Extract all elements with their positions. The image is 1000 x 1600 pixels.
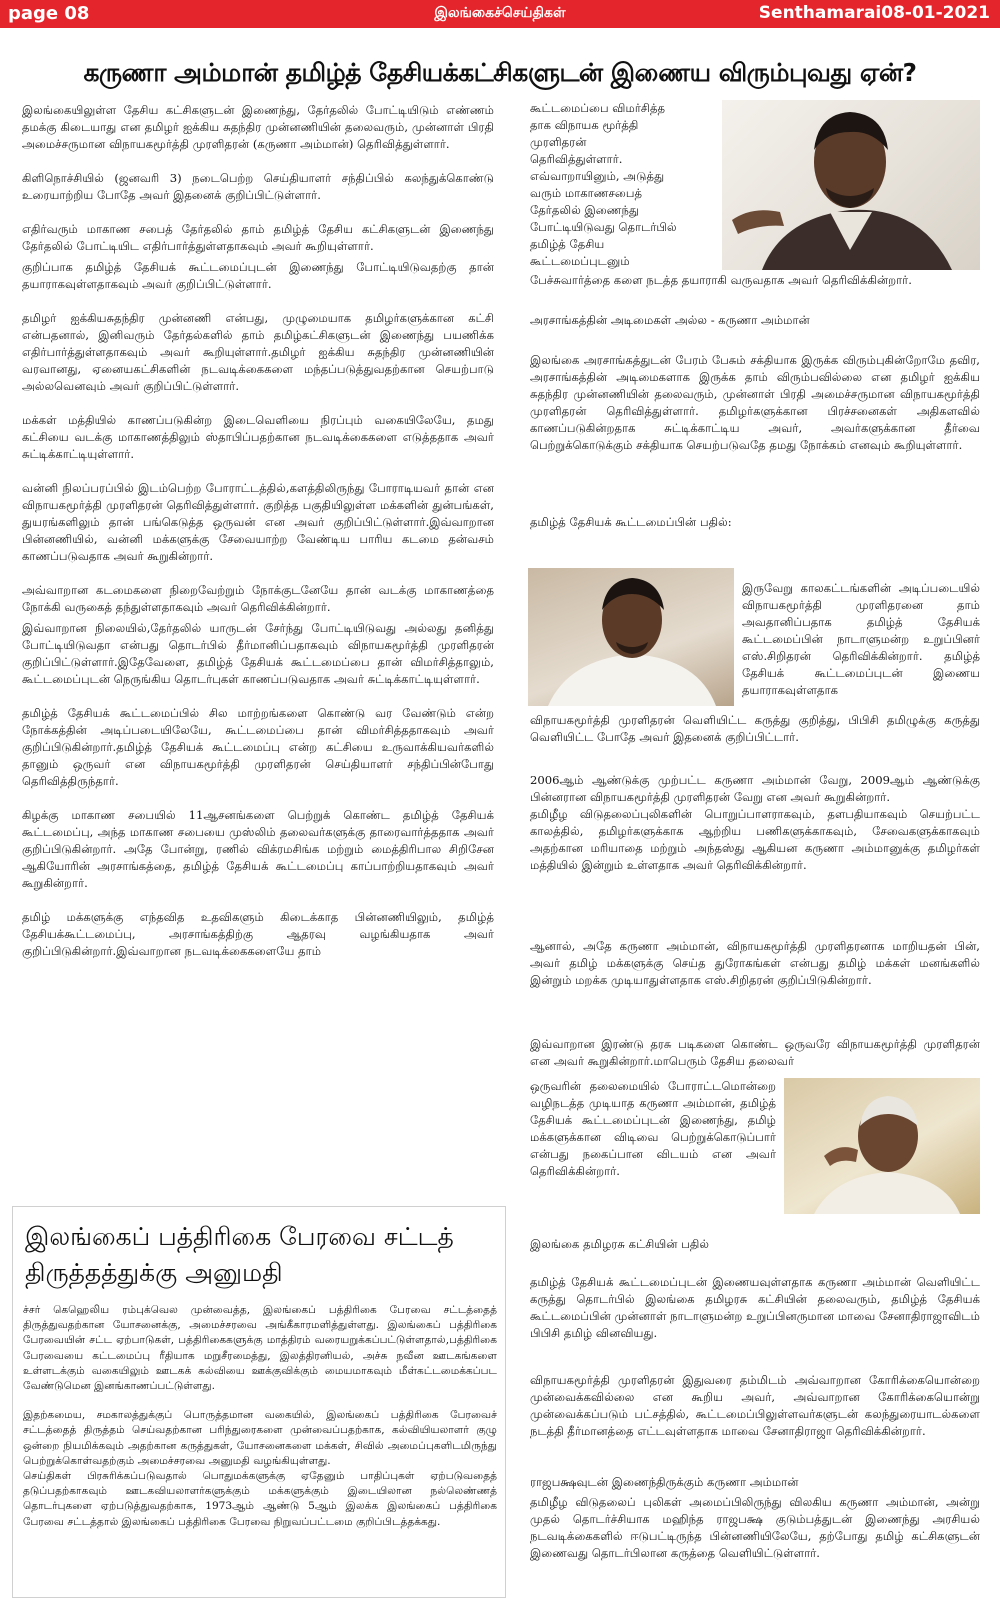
article-headline: கருணா அம்மான் தமிழ்த் தேசியக்கட்சிகளுடன் இணைய விரும்புவது ஏன்? [83, 58, 917, 87]
right-paragraph: தமிழீழ விடுதலைப் புலிகள் அமைப்பிலிருந்து விலகிய கருணா அம்மான், அன்று முதல் தொடர்ச்சியாக மஹிந்த ராஜபக்ஷ குடும்பத்துடன் இணைந்து அரசியல் நடவடிக்கைகளில் ஈடுபட்டிருந்த பின்னணியிலேயே, தற்போது தமிழ் கட்சிகளுடன் இணைவது தொடர்பிலான கருத்தை வெளியிட்டுள்ளார். [530, 1495, 980, 1560]
subhead-itak-reply: இலங்கை தமிழரசு கட்சியின் பதில் [530, 1237, 709, 1251]
sidebar-paragraph: இதற்கமைய, சமகாலத்துக்குப் பொருத்தமான வகையில், இலங்கைப் பத்திரிகை பேரவைச் சட்டத்தைத் திருத்தம் செய்வதற்கான பரிந்துரைகளை முன்வைப்பதற்காக, கல்வியியலாளர் குழு ஒன்றை நியமிக்கவும் அதற்கான கருத்துகள், யோசனைகளை மக்கள், சிவில் அமைப்புகளிடமிருந்து பெற்றுக்கொள்வதற்கும் அமைச்சரவை அனுமதி வழங்கியுள்ளது. [23, 1409, 497, 1467]
photo-karuna-amman [722, 100, 980, 270]
text-line: கூட்டமைப்பை விமர்சித்த [530, 101, 666, 115]
subhead-not-slaves: அரசாங்கத்தின் அடிமைகள் அல்ல - கருணா அம்மான் [530, 313, 810, 327]
left-paragraph: மக்கள் மத்தியில் காணப்படுகின்ற இடைவெளியை நிரப்பும் வகையிலேயே, தமது கட்சியை வடக்கு மாகாணத்திலும் ஸ்தாபிப்பதற்கான நடவடிக்கைகளை எடுத்ததாக அவர் சுட்டிக்காட்டியுள்ளார். [22, 413, 494, 461]
right-wrap-text: இருவேறு காலகட்டங்களின் அடிப்படையில் விநாயகமூர்த்தி முரளிதரனை தாம் அவதானிப்பதாக தமிழ்த் தேசியக் கூட்டமைப்பின் நாடாளுமன்ற உறுப்பினர் எஸ்.சிறிதரன் தெரிவிக்கின்றார். தமிழ்த் தேசியக் கூட்டமைப்புடன் இணைய தயாராகவுள்ளதாக [742, 581, 980, 697]
page-header-bar [0, 0, 1000, 28]
brand-name: Senthamarai [758, 3, 882, 23]
left-paragraph: கிளிநொச்சியில் (ஜனவரி 3) நடைபெற்ற செய்தியாளர் சந்திப்பில் கலந்துக்கொண்டு உரையாற்றிய போதே அவர் இதனைக் குறிப்பிட்டுள்ளார். [22, 171, 494, 202]
portrait-illustration [528, 568, 734, 706]
sidebar-paragraph: செய்திகள் பிரசுரிக்கப்படுவதால் பொதுமக்களுக்கு ஏதேனும் பாதிப்புகள் ஏற்படுவதைத் தடுப்பதற்காகவும் ஊடகவியலாளர்களுக்கும் மக்களுக்கும் இடையிலான நல்லெண்ணத் தொடர்புகளை ஏற்படுத்துவதற்காக, 1973ஆம் ஆண்டு 5ஆம் இலக்க இலங்கைப் பத்திரிகை பேரவை சட்டத்தால் இலங்கைப் பத்திரிகை பேரவை நிறுவப்பட்டமை குறிப்பிடத்தக்கது. [23, 1470, 497, 1528]
text-line: தாக விநாயக மூர்த்தி [530, 118, 639, 132]
issue-date: 08-01-2021 [881, 3, 990, 23]
text-line: முரளிதரன் [530, 135, 587, 149]
portrait-illustration [784, 1078, 980, 1214]
page-number: page 08 [8, 3, 90, 24]
left-paragraph: தமிழ்த் தேசியக் கூட்டமைப்பில் சில மாற்றங்களை கொண்டு வர வேண்டும் என்ற நோக்கத்தின் அடிப்படையிலேயே, கூட்டமைப்பை தான் விமர்சித்ததாகவும் அவர் குறிப்பிடுகின்றார்.தமிழ்த் தேசியக் கூட்டமைப்பு என்ற கட்சியை உருவாக்கியவர்களில் தானும் ஒருவர் என விநாயகமூர்த்தி முரளிதரன் செய்தியாளர் சந்திப்பின்போது தெரிவித்திருந்தார். [22, 706, 494, 788]
right-top-end: பேச்சுவார்த்தை களை நடத்த தயாராகி வருவதாக அவர் தெரிவிக்கின்றார். [530, 273, 912, 287]
text-line: போட்டியிடுவது தொடர்பில் [530, 220, 677, 234]
left-paragraph: அவ்வாறான கடமைகளை நிறைவேற்றும் நோக்குடனேயே தான் வடக்கு மாகாணத்தை நோக்கி வருகைத் தந்துள்ளதாகவும் அவர் தெரிவிக்கின்றார். [22, 583, 494, 614]
sidebar-headline: இலங்கைப் பத்திரிகை பேரவை சட்டத் திருத்தத்துக்கு அனுமதி [25, 1222, 454, 1287]
text-line: தெரிவித்துள்ளார். [530, 152, 623, 166]
left-paragraph: வன்னி நிலப்பரப்பில் இடம்பெற்ற போராட்டத்தில்,களத்திலிருந்து போராடியவர் தான் என விநாயகமூர்த்தி முரளிதரன் தெரிவித்துள்ளார். குறித்த பகுதியிலுள்ள மக்களின் துன்பங்கள், துயரங்களிலும் தான் பங்கெடுத்த ஒருவன் என அவர் குறிப்பிட்டுள்ளார்.இவ்வாறான பின்னணியில், வன்னி மக்களுக்கு சேவையாற்ற வேண்டிய பாரிய கடமை தன்வசம் காணப்படுவதாக அவர் கூறுகின்றார். [22, 481, 494, 563]
brand-date [759, 3, 990, 23]
section-masthead: இலங்கைச்செய்திகள் [434, 5, 566, 21]
right-paragraph: தமிழ்த் தேசியக் கூட்டமைப்புடன் இணையவுள்ளதாக கருணா அம்மான் வெளியிட்ட கருத்து தொடர்பில் இலங்கை தமிழரசு கட்சியின் தலைவரும், தமிழ்த் தேசியக் கூட்டமைப்பின் முன்னாள் நாடாளுமன்ற உறுப்பினருமான மாவை சேனாதிராஜாவிடம் பிபிசி தமிழ் வினவியது. [530, 1275, 980, 1340]
text-line: தேர்தலில் இணைந்து [530, 203, 640, 217]
press-council-sidebar-story [12, 1206, 506, 1598]
right-paragraph: விநாயகமூர்த்தி முரளிதரன் வெளியிட்ட கருத்து குறித்து, பிபிசி தமிழுக்கு கருத்து வெளியிட்ட போதே அவர் இதனைக் குறிப்பிட்டார். [530, 713, 980, 744]
right-paragraph: ஆனால், அதே கருணா அம்மான், விநாயகமூர்த்தி முரளிதரனாக மாறியதன் பின், அவர் தமிழ் மக்களுக்கு செய்த துரோகங்கள் என்பது தமிழ் மக்கள் மனங்களில் இன்றும் மறக்க முடியாதுள்ளதாக எஸ்.சிறிதரன் குறிப்பிடுகின்றார். [530, 939, 980, 987]
portrait-illustration [722, 100, 980, 270]
left-paragraph: தமிழர் ஐக்கியசுதந்திர முன்னணி என்பது, முழுமையாக தமிழர்களுக்கான கட்சி என்பதனால், இனிவரும் தேர்தல்களில் தாம் தமிழ்கட்சிகளுடன் இணைந்து பயணிக்க எதிர்பார்த்துள்ளதாகவும் அவர் கூறியுள்ளார்.தமிழர் ஐக்கிய சுதந்திர முன்னணியின் வரவானது, ஏனையகட்சிகளின் நடவடிக்கைகளை மந்தப்படுத்துவதற்கான செயற்பாடு அல்லவெனவும் அவர் குறிப்பிட்டுள்ளார். [22, 311, 494, 393]
photo-mavai-senathirajah [784, 1078, 980, 1214]
text-line: வரும் மாகாணசபைத் [530, 186, 643, 200]
right-paragraph: இவ்வாறான இரண்டு தரசு படிகளை கொண்ட ஒருவரே விநாயகமூர்த்தி முரளிதரன் என அவர் கூறுகின்றார்.மாபெரும் தேசிய தலைவர் [530, 1037, 980, 1068]
photo-s-sritharan [528, 568, 734, 706]
left-column [22, 102, 494, 1206]
right-wrap-text: ஒருவரின் தலைமையில் போராட்டமொன்றை வழிநடத்த முடியாத கருணா அம்மான், தமிழ்த் தேசியக் கூட்டமைப்புடன் இணைந்து, தமிழ் மக்களுக்கான விடிவை பெற்றுக்கொடுப்பார் என்பது நகைப்பான விடயம் என அவர் தெரிவிக்கின்றார். [530, 1079, 776, 1178]
left-paragraph: குறிப்பாக தமிழ்த் தேசியக் கூட்டமைப்புடன் இணைந்து போட்டியிடுவதற்கு தான் தயாராகவுள்ளதாகவும் அவர் குறிப்பிட்டுள்ளார். [22, 260, 494, 291]
text-line: கூட்டமைப்புடனும் [530, 254, 630, 268]
right-paragraph: 2006ஆம் ஆண்டுக்கு முற்பட்ட கருணா அம்மான் வேறு, 2009ஆம் ஆண்டுக்கு பின்னரான விநாயகமூர்த்தி முரளிதரன் வேறு என அவர் கூறுகின்றார். [530, 773, 980, 804]
right-paragraph: இலங்கை அரசாங்கத்துடன் பேரம் பேசும் சக்தியாக இருக்க விரும்புகின்றோமே தவிர, அரசாங்கத்தின் அடிமைகளாக இருக்க தாம் விரும்பவில்லை என தமிழர் ஐக்கிய சுதந்திர முன்னணியின் தலைவரும், முன்னாள் பிரதி அமைச்சருமான விநாயகமூர்த்தி முரளிதரன் தெரிவித்துள்ளார். தமிழர்களுக்கான பிரச்சனைகள் அதிகளவில் காணப்படுகின்றதாக சுட்டிக்காட்டிய அவர், அவர்களுக்கான தீர்வை பெற்றுக்கொடுக்கும் சக்தியாக செயற்படுவதே தமது நோக்கம் எனவும் கூறியுள்ளார். [530, 353, 980, 452]
right-paragraph: தமிழீழ விடுதலைப்புலிகளின் பொறுப்பாளராகவும், தளபதியாகவும் செயற்பட்ட காலத்தில், தமிழர்களுக்காக ஆற்றிய பணிகளுக்காகவும், சேவைகளுக்காகவும் அதற்கான மரியாதை மற்றும் அந்தஸ்து ஆகியன கருணா அம்மானுக்கு தமிழர்கள் மத்தியில் இன்றும் உள்ளதாக அவர் தெரிவிக்கின்றார். [530, 807, 980, 872]
sidebar-paragraph: ச்சர் கெஹெலிய ரம்புக்வெல முன்வைத்த, இலங்கைப் பத்திரிகை பேரவை சட்டத்தைத் திருத்துவதற்கான யோசனைக்கு, அமைச்சரவை அங்கீகாரமளித்துள்ளது. இலங்கைப் பத்திரிகை பேரவையின் சட்ட ஏற்பாடுகள், பத்திரிகைகளுக்கு மாத்திரம் வரையறுக்கப்பட்டுள்ளதால்,பத்திரிகை பேரவையை கட்டமைப்பு ரீதியாக மறுசீரமைத்து, இலத்திரனியல், அச்சு நவீன ஊடகங்களை உள்ளடக்கும் வகையிலும் ஊடகக் கல்வியை ஊக்குவிக்கும் மையமாகவும் மீள்கட்டமைக்கப்பட வேண்டுமென இனங்காணப்பட்டுள்ளது. [23, 1304, 497, 1393]
right-paragraph: விநாயகமூர்த்தி முரளிதரன் இதுவரை தம்மிடம் அவ்வாறான கோரிக்கையொன்றை முன்வைக்கவில்லை என கூறிய அவர், அவ்வாறான கோரிக்கையொன்று முன்வைக்கப்படும் பட்சத்தில், கூட்டமைப்பிலுள்ளவர்களுடன் கலந்துரையாடல்களை நடத்தி தீர்மானத்தை எட்டவுள்ளதாக மாவை சேனாதிராஜா தெரிவிக்கின்றார். [530, 1373, 980, 1438]
left-paragraph: தமிழ் மக்களுக்கு எந்தவித உதவிகளும் கிடைக்காத பின்னணியிலும், தமிழ்த் தேசியக்கூட்டமைப்பு, அரசாங்கத்திற்கு ஆதரவு வழங்கியதாக அவர் குறிப்பிடுகின்றார்.இவ்வாறான நடவடிக்கைகளையே தாம் [22, 910, 494, 958]
subhead-rajapaksa: ராஜபக்ஷவுடன் இணைந்திருக்கும் கருணா அம்மான் [530, 1475, 799, 1489]
subhead-tna-reply: தமிழ்த் தேசியக் கூட்டமைப்பின் பதில்: [530, 515, 732, 529]
left-paragraph: கிழக்கு மாகாண சபையில் 11ஆசனங்களை பெற்றுக் கொண்ட தமிழ்த் தேசியக் கூட்டமைப்பு, அந்த மாகாண சபையை முஸ்லிம் தலைவர்களுக்கு தாரைவார்த்ததாக அவர் குறிப்பிடுகின்றார். அதே போன்று, ரணில் விக்ரமசிங்க மற்றும் மைத்திரிபால சிறிசேன ஆகியோரின் அரசாங்கத்தை, தமிழ்த் தேசியக் கூட்டமைப்பு காப்பாற்றியதாகவும் அவர் கூறுகின்றார். [22, 808, 494, 890]
text-line: தமிழ்த் தேசிய [530, 237, 605, 251]
left-paragraph: இவ்வாறான நிலையில்,தேர்தலில் யாருடன் சேர்ந்து போட்டியிடுவது அல்லது தனித்து போட்டியிடுவதா என்பது தொடர்பில் தீர்மானிப்பதாகவும் விநாயகமூர்த்தி முரளிதரன் குறிப்பிட்டுள்ளார்.இதேவேளை, தமிழ்த் தேசியக் கூட்டமைப்பை தான் விமர்சித்தாலும், கூட்டமைப்புடன் நெருங்கிய தொடர்புகள் காணப்படுவதாக அவர் சுட்டிக்காட்டியுள்ளார். [22, 621, 494, 686]
text-line: எவ்வாறாயினும், அடுத்து [530, 169, 665, 183]
left-paragraph: இலங்கையிலுள்ள தேசிய கட்சிகளுடன் இணைந்து, தேர்தலில் போட்டியிடும் எண்ணம் தமக்கு கிடையாது என தமிழர் ஐக்கிய சுதந்திர முன்னணியின் தலைவரும், முன்னாள் பிரதி அமைச்சருமான விநாயகமூர்த்தி முரளிதரன் (கருணா அம்மான்) தெரிவித்துள்ளார். [22, 103, 494, 151]
left-paragraph: எதிர்வரும் மாகாண சபைத் தேர்தலில் தாம் தமிழ்த் தேசிய கட்சிகளுடன் இணைந்து தேர்தலில் போட்டியிட எதிர்பார்த்துள்ளதாகவும் அவர் கூறியுள்ளார். [22, 222, 494, 253]
sidebar-body [23, 1303, 497, 1544]
right-top-narrow-text [530, 100, 710, 270]
